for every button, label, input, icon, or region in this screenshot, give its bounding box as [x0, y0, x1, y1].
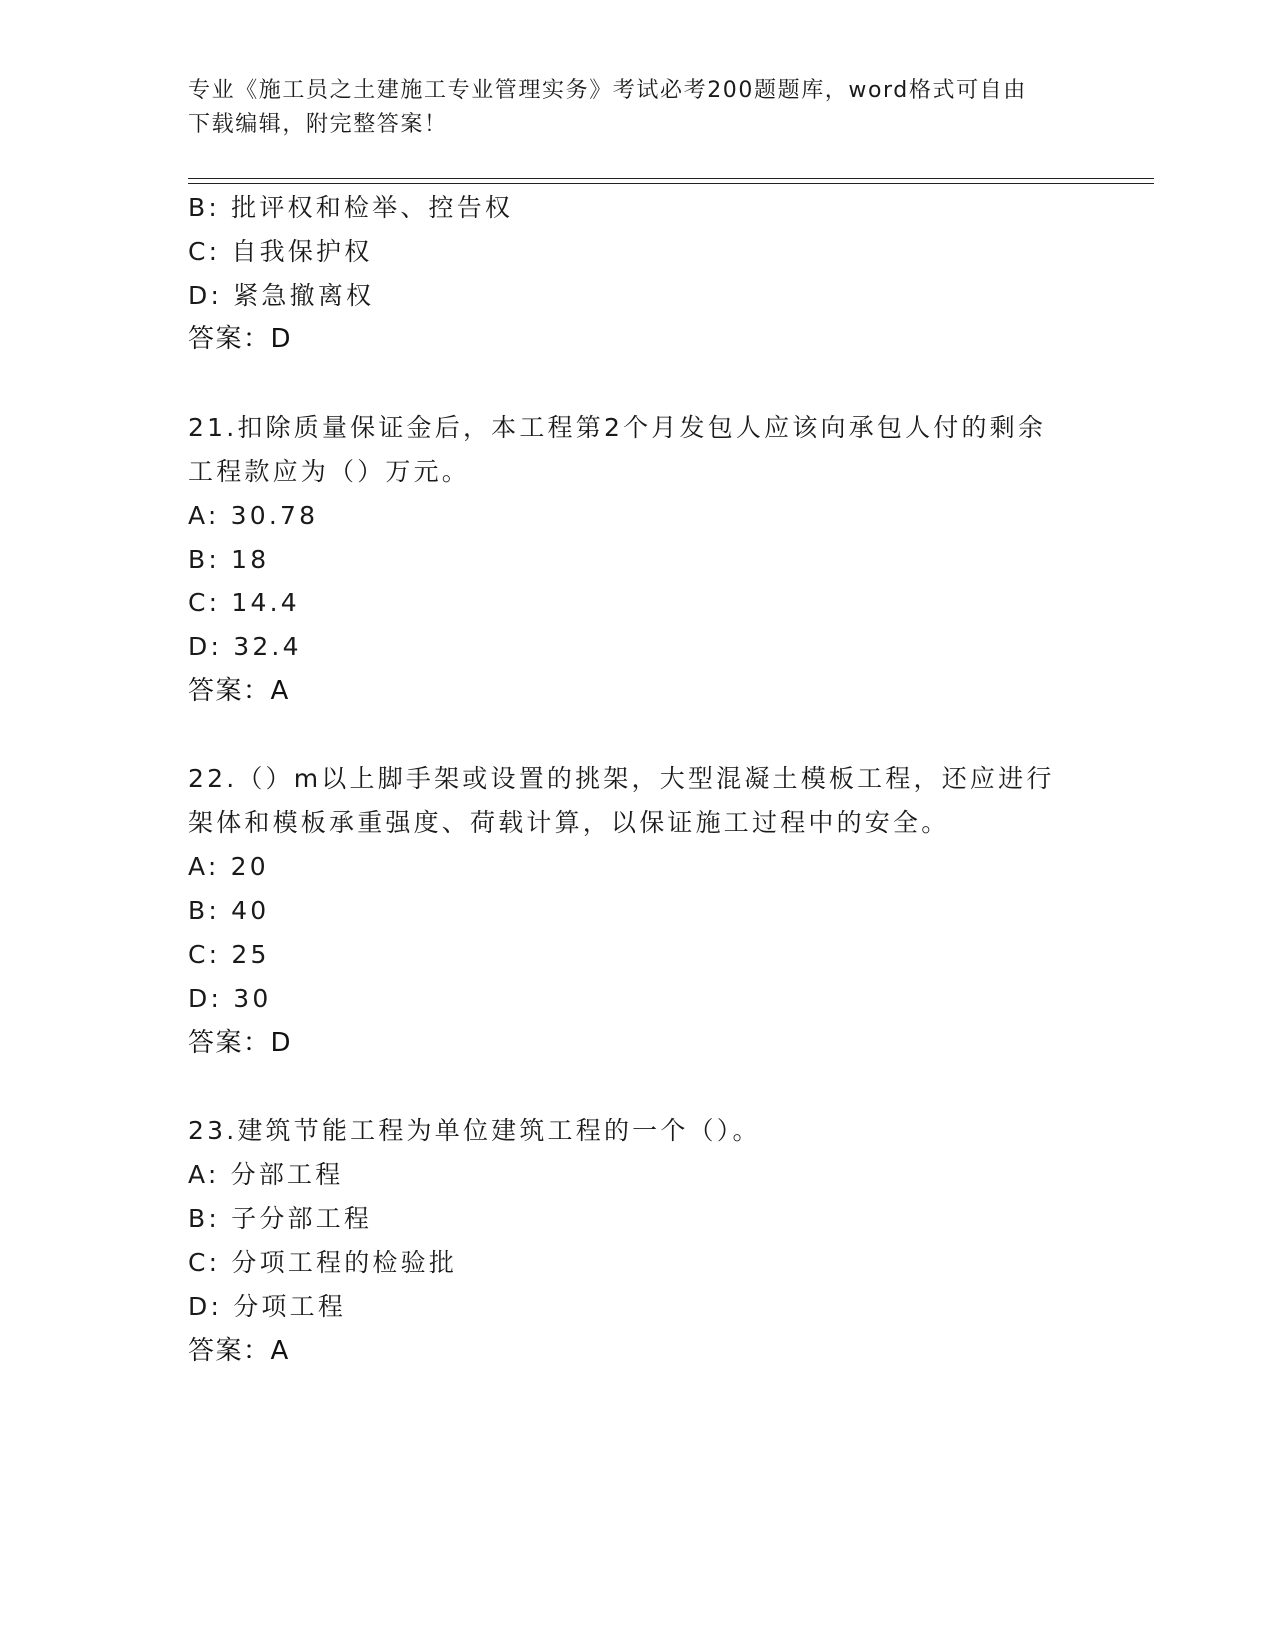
q23-option-d: D: 分项工程 — [188, 1292, 347, 1321]
q23-answer: 答案：A — [188, 1336, 290, 1366]
q21-option-d: D: 32.4 — [188, 632, 302, 661]
q22-answer: 答案：D — [188, 1028, 293, 1058]
prev-answer: 答案：D — [188, 324, 293, 354]
prev-option-d: D: 紧急撤离权 — [188, 281, 375, 310]
q21-stem-line-2: 工程款应为（）万元。 — [188, 457, 471, 486]
q21-option-c: C: 14.4 — [188, 588, 300, 617]
q21-answer: 答案：A — [188, 676, 290, 706]
q23-option-c: C: 分项工程的检验批 — [188, 1248, 458, 1277]
q21-stem-line-1: 21.扣除质量保证金后，本工程第2个月发包人应该向承包人付的剩余 — [188, 413, 1047, 442]
header-line-2: 下载编辑，附完整答案！ — [188, 112, 448, 137]
q22-stem-line-1: 22.（）m以上脚手架或设置的挑架，大型混凝土模板工程，还应进行 — [188, 764, 1055, 793]
header-divider-top — [188, 178, 1154, 179]
header-divider-bottom — [188, 183, 1154, 184]
q23-option-b: B: 子分部工程 — [188, 1204, 373, 1233]
document-header — [188, 74, 1068, 142]
q22-option-c: C: 25 — [188, 940, 270, 969]
q23-option-a: A: 分部工程 — [188, 1160, 344, 1189]
q22-stem-line-2: 架体和模板承重强度、荷载计算，以保证施工过程中的安全。 — [188, 808, 950, 837]
q23-stem-line-1: 23.建筑节能工程为单位建筑工程的一个（）。 — [188, 1116, 761, 1145]
q22-option-d: D: 30 — [188, 984, 272, 1013]
prev-option-c: C: 自我保护权 — [188, 237, 373, 266]
q22-option-a: A: 20 — [188, 852, 269, 881]
q21-option-a: A: 30.78 — [188, 501, 319, 530]
prev-option-b: B: 批评权和检举、控告权 — [188, 193, 514, 222]
q21-option-b: B: 18 — [188, 545, 270, 574]
q22-option-b: B: 40 — [188, 896, 270, 925]
header-line-1: 专业《施工员之土建施工专业管理实务》考试必考200题题库，word格式可自由 — [188, 78, 1027, 103]
